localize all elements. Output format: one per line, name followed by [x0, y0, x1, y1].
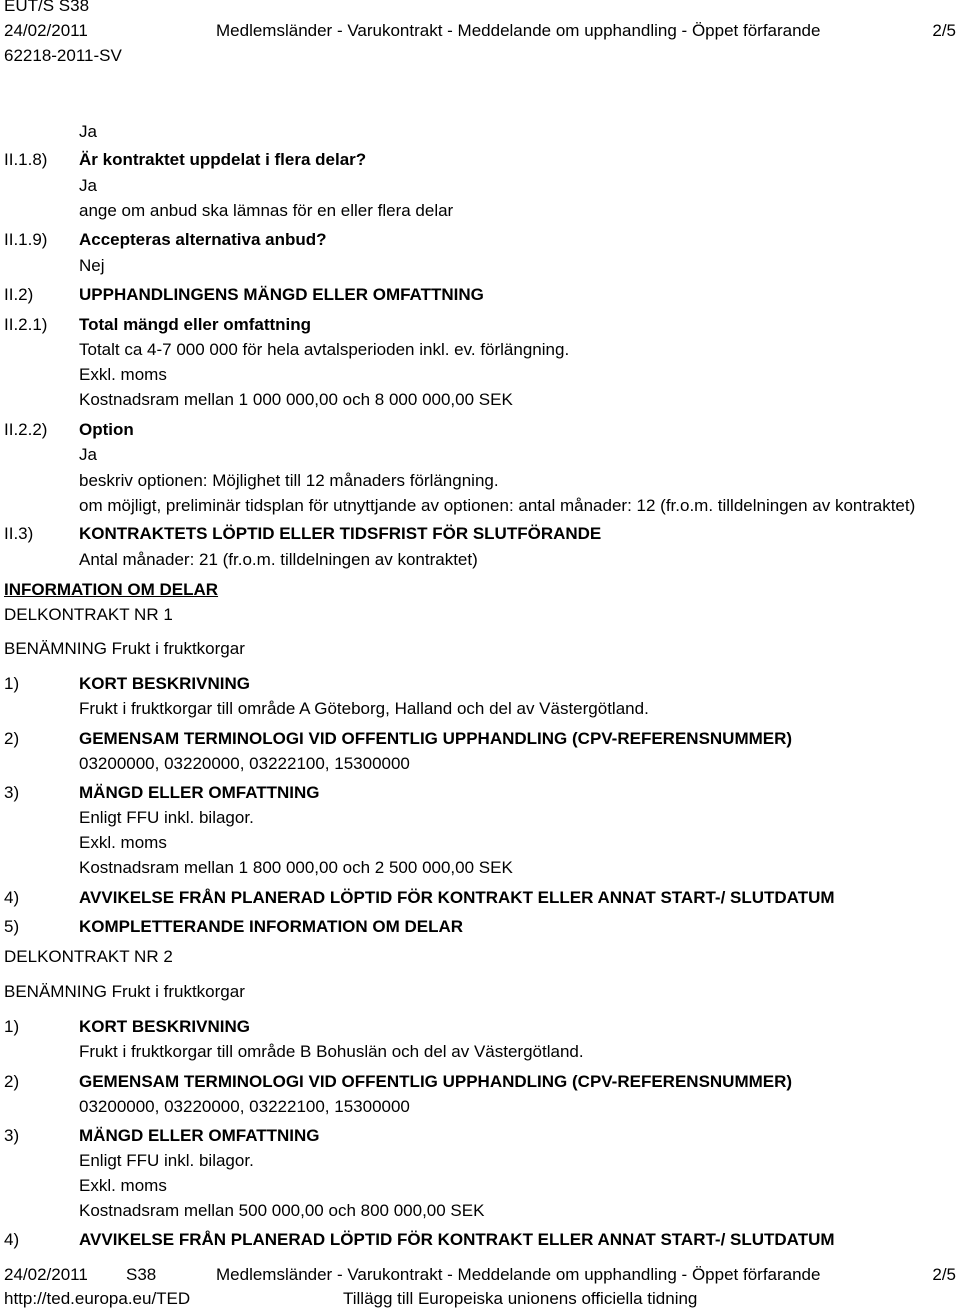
lot-item-line: Exkl. moms — [79, 1176, 167, 1195]
section-value: Ja — [79, 445, 97, 464]
lot-name: BENÄMNING Frukt i fruktkorgar — [4, 982, 245, 1001]
footer-date: 24/02/2011 — [4, 1265, 88, 1284]
lot-item-label: KORT BESKRIVNING — [79, 674, 250, 693]
section-line: Kostnadsram mellan 1 000 000,00 och 8 000 000,00 SEK — [79, 390, 513, 409]
section-line: Exkl. moms — [79, 365, 167, 384]
lot-item-line: Enligt FFU inkl. bilagor. — [79, 1151, 254, 1170]
footer-supplement: Tillägg till Europeiska unionens officiella tidning — [343, 1289, 698, 1308]
lot-item-number: 4) — [4, 888, 20, 907]
footer-page: 2/5 — [932, 1265, 956, 1284]
section-line: Totalt ca 4-7 000 000 för hela avtalsperioden inkl. ev. förlängning. — [79, 340, 570, 359]
section-value: Antal månader: 21 (fr.o.m. tilldelningen av kontraktet) — [79, 550, 478, 569]
lot-item-label: MÄNGD ELLER OMFATTNING — [79, 783, 320, 802]
section-label: KONTRAKTETS LÖPTID ELLER TIDSFRIST FÖR SLUTFÖRANDE — [79, 524, 602, 543]
lot-item-label: GEMENSAM TERMINOLOGI VID OFFENTLIG UPPHANDLING (CPV-REFERENSNUMMER) — [79, 729, 793, 748]
lot-item-label: MÄNGD ELLER OMFATTNING — [79, 1126, 320, 1145]
header-date: 24/02/2011 — [4, 21, 88, 40]
lot-title: DELKONTRAKT NR 1 — [4, 605, 173, 624]
section-number: II.1.8) — [4, 150, 48, 169]
lot-item-number: 2) — [4, 729, 20, 748]
footer-series: S38 — [126, 1265, 157, 1284]
lot-name: BENÄMNING Frukt i fruktkorgar — [4, 639, 245, 658]
lot-item-line: 03200000, 03220000, 03222100, 15300000 — [79, 1097, 410, 1116]
header-doc-id: 62218-2011-SV — [4, 46, 122, 65]
lot-item-number: 1) — [4, 1017, 20, 1036]
header-series: EUT/S S38 — [4, 0, 90, 15]
section-label: Är kontraktet uppdelat i flera delar? — [79, 150, 367, 169]
lot-item-number: 1) — [4, 674, 20, 693]
lot-item-number: 4) — [4, 1230, 20, 1249]
footer-title: Medlemsländer - Varukontrakt - Meddelande om upphandling - Öppet förfarande — [216, 1265, 821, 1284]
lot-item-line: Exkl. moms — [79, 833, 167, 852]
top-value: Ja — [79, 122, 97, 141]
section-note: ange om anbud ska lämnas för en eller flera delar — [79, 201, 454, 220]
lot-item-label: KOMPLETTERANDE INFORMATION OM DELAR — [79, 917, 464, 936]
lot-item-line: Frukt i fruktkorgar till område B Bohuslän och del av Västergötland. — [79, 1042, 584, 1061]
lot-item-label: AVVIKELSE FRÅN PLANERAD LÖPTID FÖR KONTRAKT ELLER ANNAT START-/ SLUTDATUM — [79, 1230, 835, 1249]
header-page: 2/5 — [932, 21, 956, 40]
section-number: II.1.9) — [4, 230, 48, 249]
lot-item-label: KORT BESKRIVNING — [79, 1017, 250, 1036]
section-label: UPPHANDLINGENS MÄNGD ELLER OMFATTNING — [79, 285, 484, 304]
section-value: Ja — [79, 176, 97, 195]
footer-url[interactable]: http://ted.europa.eu/TED — [4, 1289, 191, 1308]
section-line: om möjligt, preliminär tidsplan för utnyttjande av optionen: antal månader: 12 (fr.o.m. tilldelningen av kontraktet) — [79, 496, 916, 515]
section-label: Option — [79, 420, 134, 439]
section-label: Accepteras alternativa anbud? — [79, 230, 327, 249]
info-heading: INFORMATION OM DELAR — [4, 580, 219, 599]
lot-item-number: 3) — [4, 1126, 20, 1145]
section-line: beskriv optionen: Möjlighet till 12 månaders förlängning. — [79, 471, 499, 490]
lot-item-line: Kostnadsram mellan 1 800 000,00 och 2 500 000,00 SEK — [79, 858, 513, 877]
section-number: II.3) — [4, 524, 34, 543]
section-number: II.2.1) — [4, 315, 48, 334]
lot-item-line: Enligt FFU inkl. bilagor. — [79, 808, 254, 827]
section-number: II.2) — [4, 285, 34, 304]
lot-item-line: 03200000, 03220000, 03222100, 15300000 — [79, 754, 410, 773]
lot-title: DELKONTRAKT NR 2 — [4, 947, 173, 966]
lot-item-number: 2) — [4, 1072, 20, 1091]
lot-item-line: Kostnadsram mellan 500 000,00 och 800 000,00 SEK — [79, 1201, 485, 1220]
header-title: Medlemsländer - Varukontrakt - Meddelande om upphandling - Öppet förfarande — [216, 21, 821, 40]
lot-item-label: GEMENSAM TERMINOLOGI VID OFFENTLIG UPPHANDLING (CPV-REFERENSNUMMER) — [79, 1072, 793, 1091]
section-value: Nej — [79, 256, 105, 275]
section-label: Total mängd eller omfattning — [79, 315, 312, 334]
section-number: II.2.2) — [4, 420, 48, 439]
lot-item-number: 5) — [4, 917, 20, 936]
lot-item-line: Frukt i fruktkorgar till område A Göteborg, Halland och del av Västergötland. — [79, 699, 649, 718]
lot-item-label: AVVIKELSE FRÅN PLANERAD LÖPTID FÖR KONTRAKT ELLER ANNAT START-/ SLUTDATUM — [79, 888, 835, 907]
lot-item-number: 3) — [4, 783, 20, 802]
